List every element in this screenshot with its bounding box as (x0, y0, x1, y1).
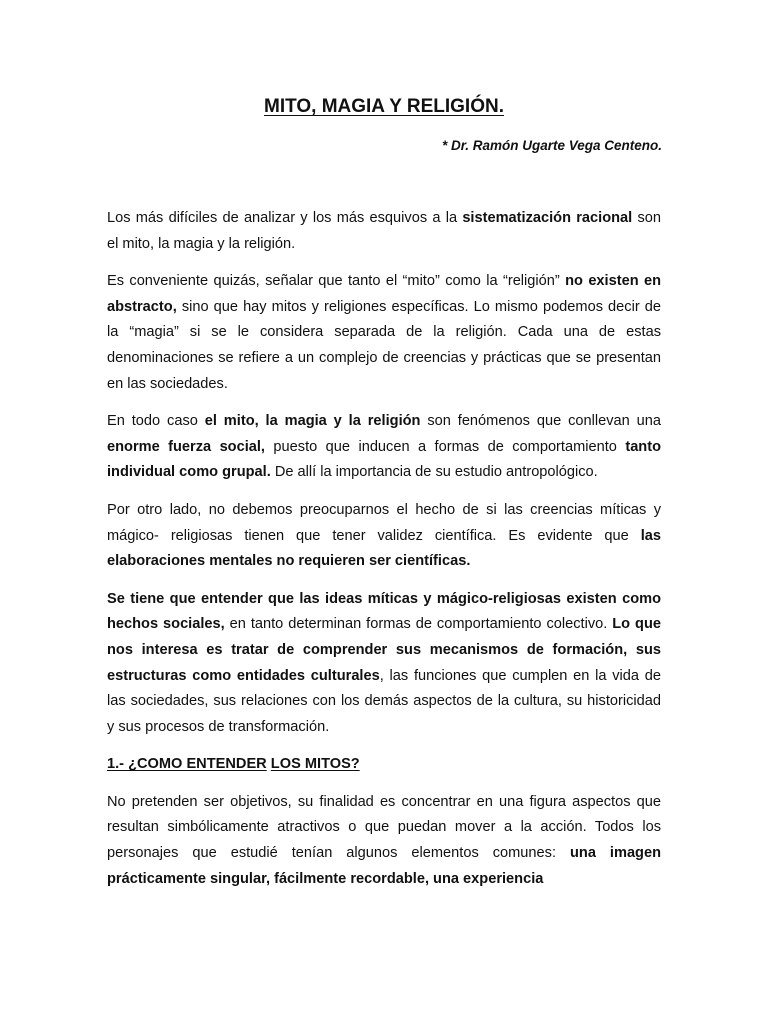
paragraph-2: Es conveniente quizás, señalar que tanto el “mito” como la “religión” no existen en abstracto, sino que hay mitos y religiones específicas. Lo mismo podemos decir de la “magia” si se le considera separada de la religión. Cada una de estas denominaciones se refiere a un complejo de creencias y prácticas que se presentan en las sociedades. (107, 273, 662, 392)
section-heading: 1.- ¿COMO ENTENDER LOS MITOS? (107, 756, 360, 773)
document-title-text: MITO, MAGIA Y RELIGIÓN. (264, 96, 504, 117)
document-body (107, 206, 661, 904)
document-title (0, 94, 768, 120)
paragraph-1: Los más difíciles de analizar y los más esquivos a la sistematización racional son el mito, la magia y la religión. (107, 210, 661, 252)
paragraph-5: Se tiene que entender que las ideas míticas y mágico-religiosas existen como hechos sociales, en tanto determinan formas de comportamiento colectivo. Lo que nos interesa es tratar de comprender sus mecanismos de formación, sus estructuras como entidades culturales, las funciones que cumplen en la vida de las sociedades, sus relaciones con los demás aspectos de la cultura, su historicidad y sus procesos de transformación. (107, 590, 662, 735)
author-line: * Dr. Ramón Ugarte Vega Centeno. (441, 138, 662, 153)
paragraph-3: En todo caso el mito, la magia y la religión son fenómenos que conllevan una enorme fuerza social, puesto que inducen a formas de comportamiento tanto individual como grupal. De allí la importancia de su estudio antropológico. (107, 413, 661, 481)
paragraph-6: No pretenden ser objetivos, su finalidad es concentrar en una figura aspectos que resultan simbólicamente atractivos o que puedan mover a la acción. Todos los personajes que estudié tenían algunos elementos comunes: una imagen prácticamente singular, fácilmente recordable, una experiencia (107, 793, 662, 887)
paragraph-4: Por otro lado, no debemos preocuparnos el hecho de si las creencias míticas y mágico- religiosas tienen que tener validez científica. Es evidente que las elaboraciones mentales no requieren ser científicas. (107, 501, 661, 570)
